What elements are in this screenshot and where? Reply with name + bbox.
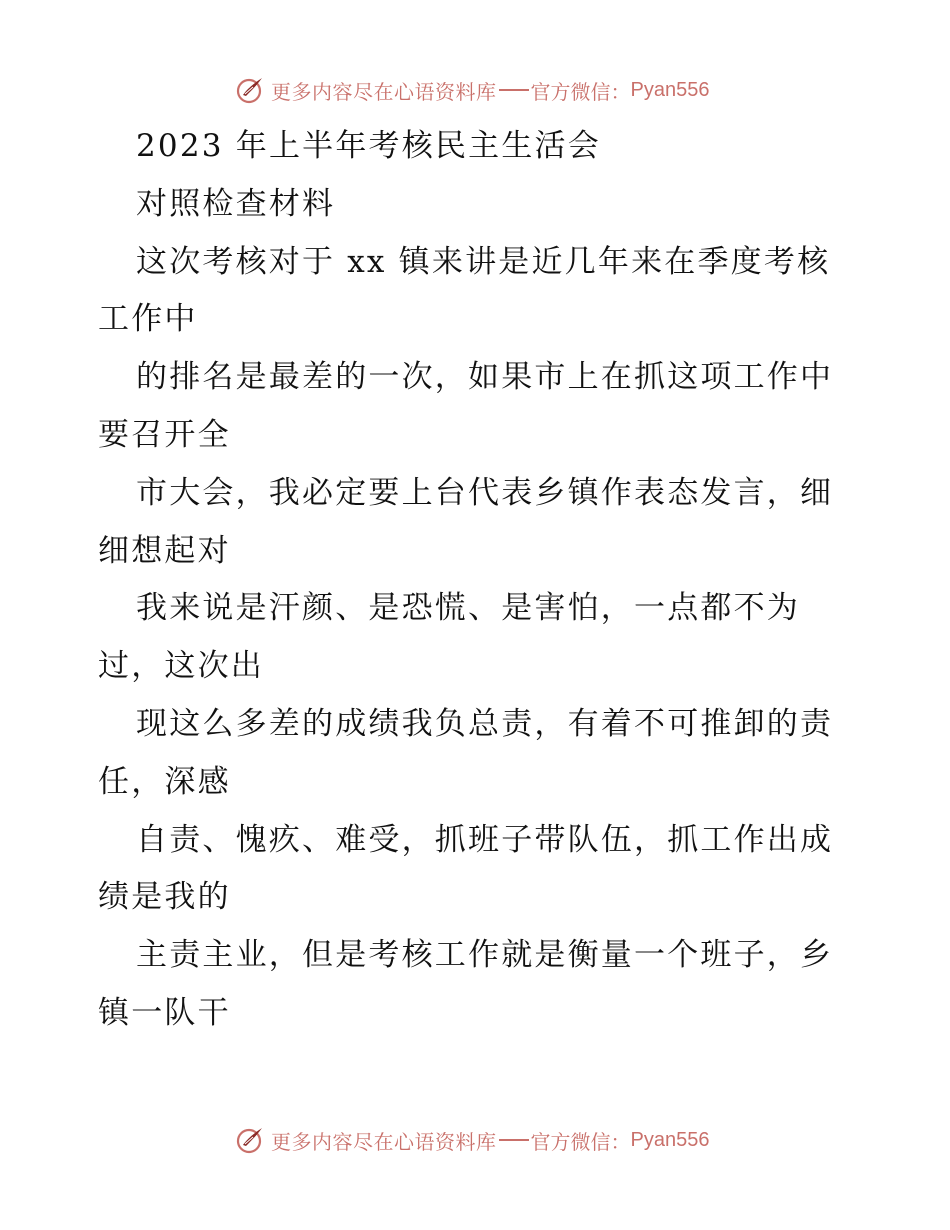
- doc-line: 的排名是最差的一次，如果市上在抓这项工作中: [136, 359, 834, 396]
- doc-line: 主责主业，但是考核工作就是衡量一个班子，乡: [136, 937, 834, 974]
- watermark-text: 更多内容尽在心语资料库: [271, 1129, 497, 1154]
- doc-line: 自责、愧疚、难受，抓班子带队伍，抓工作出成: [136, 821, 834, 858]
- doc-line: 细想起对: [98, 532, 231, 569]
- doc-line: 市大会，我必定要上台代表乡镇作表态发言，细: [136, 474, 834, 511]
- doc-line: 绩是我的: [98, 879, 231, 916]
- watermark-text: 更多内容尽在心语资料库: [271, 79, 497, 104]
- watermark-dash: [499, 89, 529, 91]
- doc-line: 2023 年上半年考核民主生活会: [136, 128, 601, 164]
- doc-line: 工作中: [98, 301, 198, 338]
- doc-line: 我来说是汗颜、是恐慌、是害怕，一点都不为: [136, 590, 800, 627]
- footer-watermark: [235, 1122, 709, 1158]
- watermark-subtitle: 官方微信：: [530, 79, 631, 104]
- document-body: [98, 118, 858, 1043]
- watermark-wechat-id: Pyan556: [630, 1128, 710, 1151]
- doc-line: 任，深感: [98, 763, 231, 800]
- doc-line: 现这么多差的成绩我负总责，有着不可推卸的责: [136, 705, 834, 742]
- quill-logo-icon: [235, 1125, 265, 1155]
- doc-line: 镇一队干: [98, 994, 231, 1031]
- doc-line: 要召开全: [98, 416, 231, 453]
- quill-logo-icon: [235, 75, 265, 105]
- watermark-wechat-id: Pyan556: [630, 78, 710, 101]
- doc-line: 对照检查材料: [136, 185, 336, 222]
- doc-line: 过，这次出: [98, 648, 264, 685]
- header-watermark: [235, 72, 709, 108]
- watermark-subtitle: 官方微信：: [530, 1129, 631, 1154]
- watermark-dash: [499, 1139, 529, 1141]
- doc-line: 这次考核对于 xx 镇来讲是近几年来在季度考核: [136, 243, 831, 280]
